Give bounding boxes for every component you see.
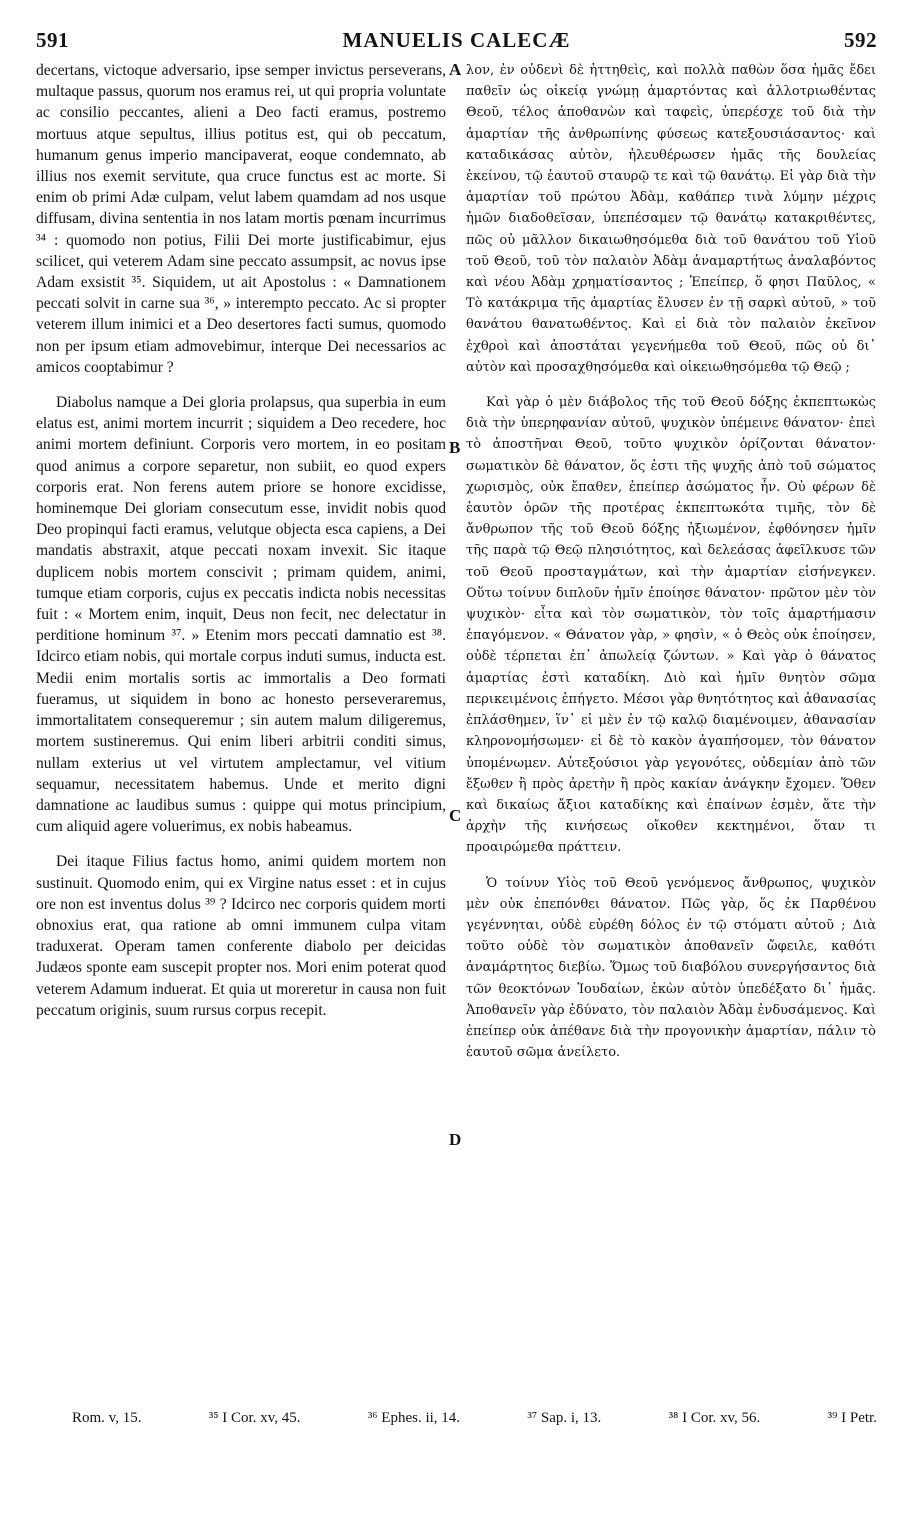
footnote: ³⁵ I Cor. xv, 45. (208, 1410, 301, 1426)
greek-paragraph-3: Ὁ τοίνυν Υἱὸς τοῦ Θεοῦ γενόμενος ἄνθρωπος, ψυχικὸν μὲν οὐκ ἐπεπόνθει θάνατον. Πῶς γὰρ, ὅς ἐκ Παρθένου γεγέννηται, οὐδὲ εὑρέθη δόλος ἐν τῷ στόματι αὐτοῦ ; Διὰ τοῦτο οὐδὲ τὸν σωματικὸν ἀποθανεῖν ὤφειλε, καθότι ἀναμάρτητος διεβίω. Ὅμως τοῦ διαβόλου συνεργήσαντος διὰ τῶν θεοκτόνων Ἰουδαίων, ἑκὼν αὐτὸν ὑπεδέξατο δι᾽ ἡμᾶς. Ἀποθανεῖν γὰρ ἐδύνατο, τὸν παλαιὸν Ἀδὰμ ἐνδυσάμενος. Καὶ ἐπείπερ οὐκ ἀπέθανε διὰ τὴν προγονικὴν ἁμαρτίαν, πάλιν τὸ ἑαυτοῦ σῶμα ἀνείλετο. (466, 875, 876, 1061)
running-head (36, 28, 877, 60)
greek-column (466, 60, 876, 1063)
page-number-left: 591 (36, 28, 69, 52)
margin-marker-b: B (449, 438, 461, 457)
footnotes (72, 1410, 877, 1427)
running-title: MANUELIS CALECÆ (342, 28, 571, 52)
footnote: Rom. v, 15. (72, 1410, 142, 1426)
footnote: ³⁹ I Petr. (827, 1410, 877, 1426)
two-column-text (36, 60, 877, 1149)
latin-paragraph-3: Dei itaque Filius factus homo, animi quidem mortem non sustinuit. Quomodo enim, qui ex Virgine natus esset : et in cujus ore non est inventus dolus ³⁹ ? Idcirco nec corporis quidem morti obnoxius erat, qua ratione ab omni immunem culpa vitam traduxerat. Operam tamen conferente diabolo per deicidas Judæos sponte eam suscepit propter nos. Mori enim poterat quod veterem Adamum induerat. Et quia ut moreretur in causa non fuit peccatum originis, suum rursus corpus recepit. (36, 853, 446, 1019)
margin-marker-c: C (449, 806, 462, 825)
page-number-right: 592 (843, 28, 877, 52)
greek-paragraph-2: Καὶ γὰρ ὁ μὲν διάβολος τῆς τοῦ Θεοῦ δόξης ἐκπεπτωκὼς διὰ τὴν ὑπερηφανίαν αὐτοῦ, ψυχικὸν ὑπέμεινε θάνατον· ἐπεὶ τὸ ἀποστῆναι Θεοῦ, τοῦτο ψυχικὸν ὁρίζονται θάνατον· σωματικὸν δὲ θάνατον, ὅς ἐστι τῆς ψυχῆς ἀπὸ τοῦ σώματος χωρισμὸς, οὐκ ἔπαθεν, ἐπείπερ ἀσώματος ἦν. Οὐ φέρων δὲ ἑαυτὸν ὁρῶν τῆς προτέρας ἐκπεπτωκότα τιμῆς, τὸν δὲ ἄνθρωπον τῆς τοῦ Θεοῦ δόξης ἠξιωμένον, ἐφθόνησεν ἡμῖν τῆς παρὰ τῷ Θεῷ πλησιότητος, καὶ δελεάσας ἀφεῖλκυσε τῶν τοῦ Θεοῦ προσταγμάτων, καὶ τὴν ἁμαρτίαν εἰσήνεγκεν. Οὕτω τοίνυν διπλοῦν ἡμῖν ἐποίησε θάνατον· πρῶτον μὲν τὸν ψυχικὸν· εἶτα καὶ τὸν σωματικὸν, τὸν τοῖς ἁμαρτήμασιν ἐπαγόμενον. « Θάνατον γὰρ, » φησὶν, « ὁ Θεὸς οὐκ ἐποίησεν, οὐδὲ τέρπεται ἐπ᾽ ἀπωλείᾳ ζώντων. » Καὶ γὰρ ὁ θάνατος ἁμαρτίας ἐστὶ καταδίκη. Διὸ καὶ ἡμῖν θνητὸν σῶμα περικειμένοις ἐπήγετο. Μέσοι γὰρ θνητότητος καὶ ἀθανασίας ἐπλάσθημεν, ἵν᾽ εἰ μὲν ἐν τῷ καλῷ διαμένοιμεν, ἀθανασίαν κληρονομήσωμεν· εἰ δὲ τὸ κακὸν ἀγαπήσομεν, τὸν θάνατον ὑπομένωμεν. Αὐτεξούσιοι γὰρ γεγονότες, οὐδεμίαν ἀπὸ τῶν ἔξωθεν ἢ πρὸς ἀρετὴν ἢ πρὸς κακίαν ἀνάγκην ἔχομεν. Ὅθεν καὶ δικαίως ἄξιοι καταδίκης καὶ ἐπαίνων ἐσμὲν, ἅτε τὴν ἀρχὴν τῆς κινήσεως οἴκοθεν κεκτημένοι, ὅταν τι προαιρώμεθα πράττειν. (466, 395, 876, 856)
latin-column (36, 60, 446, 1063)
greek-paragraph-1: λον, ἐν οὐδενὶ δὲ ἡττηθεὶς, καὶ πολλὰ παθὼν ὅσα ἡμᾶς ἔδει παθεῖν ὡς οἰκείᾳ γνώμῃ ἁμαρτόντας καὶ ἀλλοτριωθέντας Θεοῦ, τέλος ἀποθανὼν καὶ ταφεὶς, ὑπερέσχε τοῦ διὰ τὴν ἁμαρτίαν τῆς ἀνθρωπίνης φύσεως κατεξουσιάσαντος· καὶ καταδικάσας αὐτὸν, ἠλευθέρωσεν ἡμᾶς τῆς δουλείας ἐκείνου, τῷ ἑαυτοῦ σταυρῷ τε καὶ τῷ θανάτῳ. Εἰ γὰρ διὰ τὴν ἁμαρτίαν τοῦ πρώτου Ἀδὰμ, καθάπερ τινὰ λύμην μέχρις ἡμῶν διαδοθεῖσαν, ὑπεπέσαμεν τῷ θανάτῳ κατακριθέντες, πῶς οὐ μᾶλλον δικαιωθησόμεθα διὰ τοῦ θανάτου τοῦ Υἱοῦ τοῦ Θεοῦ, τοῦ τὸν παλαιὸν Ἀδὰμ ἀναμαρτήτως ἀναλαβόντος καὶ νέου Ἀδὰμ χρηματίσαντος ; Ἐπείπερ, ὅ φησι Παῦλος, « Τὸ κατάκριμα τῆς ἁμαρτίας ἔλυσεν ἐν τῇ σαρκὶ αὐτοῦ, » τοῦ θανάτου θανατωθέντος. Καὶ εἰ διὰ τὸν παλαιὸν ἐκεῖνον ἐχθροὶ καὶ ἀποστάται γεγενήμεθα τοῦ Θεοῦ, πῶς οὐ δι᾽ αὐτὸν καὶ προσαχθησόμεθα καὶ οἰκειωθησόμεθα τῷ Θεῷ ; (466, 63, 876, 375)
footnote: ³⁷ Sap. i, 13. (527, 1410, 602, 1426)
latin-paragraph-2: Diabolus namque a Dei gloria prolapsus, qua superbia in eum elatus est, animi mortem incurrit ; siquidem a Deo recedere, hoc animi mortem definiunt. Corporis vero mortem, in eo positam quod animus a corpore separetur, non subiit, eo quod expers corporis erat. Non ferens autem priore se honore excidisse, hominemque Dei gloriam consecutum esse, invidit nobis quod Deo propinqui facti eramus, velutque objecta esca capiens, a Dei mandatis abstraxit, atque peccati noxam invexit. Sic itaque duplicem nobis mortem conscivit ; primam quidem, animi, tumque etiam corporis, cujus ex peccatis indicta nobis necessitas fuit : « Mortem enim, inquit, Deus non fecit, nec delectatur in perditione hominum ³⁷. » Etenim mors peccati damnatio est ³⁸. Idcirco etiam nobis, qui mortale corpus induti sumus, inducta est. Medii enim mortalis sortis ac immortalis a Deo formati fueramus, ut siquidem in bono ac honesto perseveraremus, immortalitatem consequeremur ; sin autem malum diligeremus, mortem sustineremus. Qui enim liberi arbitrii conditi simus, nullam exterius ut vel virtutem amplectamur, vel vitium sequamur, necessitatem habemus. Unde et merito digni damnatione ac laudibus sumus : quippe qui motus principium, cum aliquid agere voluerimus, ex nobis habeamus. (36, 394, 446, 836)
footnote: ³⁶ Ephes. ii, 14. (367, 1410, 461, 1426)
latin-paragraph-1: decertans, victoque adversario, ipse semper invictus perseverans, multaque passus, quorum nos eramus rei, ut qui propria voluntate ac consilio peccantes, alieni a Deo facti eramus, postremo mortuus atque sepultus, illius potitus est, qui ob peccatum, humanum genus imperio mancipaverat, eoque condemnato, ab illius nos exemit servitute, qua cruce functus est ac morte. Si enim ob primi Adæ culpam, velut labem quamdam ad nos usque diffusam, divina sententia in nos latam mortis pœnam incurrimus ³⁴ : quomodo non potius, Filii Dei morte justificabimur, ejus scilicet, qui veterem Adam sine peccato assumpsit, ac novus ipse Adam exsistit ³⁵. Siquidem, ut ait Apostolus : « Damnationem peccati solvit in carne sua ³⁶, » interempto peccato. Ac si propter veterem illum inimici et a Deo desertores facti sumus, quomodo non per ipsum etiam admovebimur, interque Dei necessarios ac amicos cooptabimur ? (36, 62, 446, 376)
margin-marker-d: D (449, 1130, 462, 1149)
margin-marker-a: A (449, 60, 462, 79)
footnote: ³⁸ I Cor. xv, 56. (668, 1410, 761, 1426)
